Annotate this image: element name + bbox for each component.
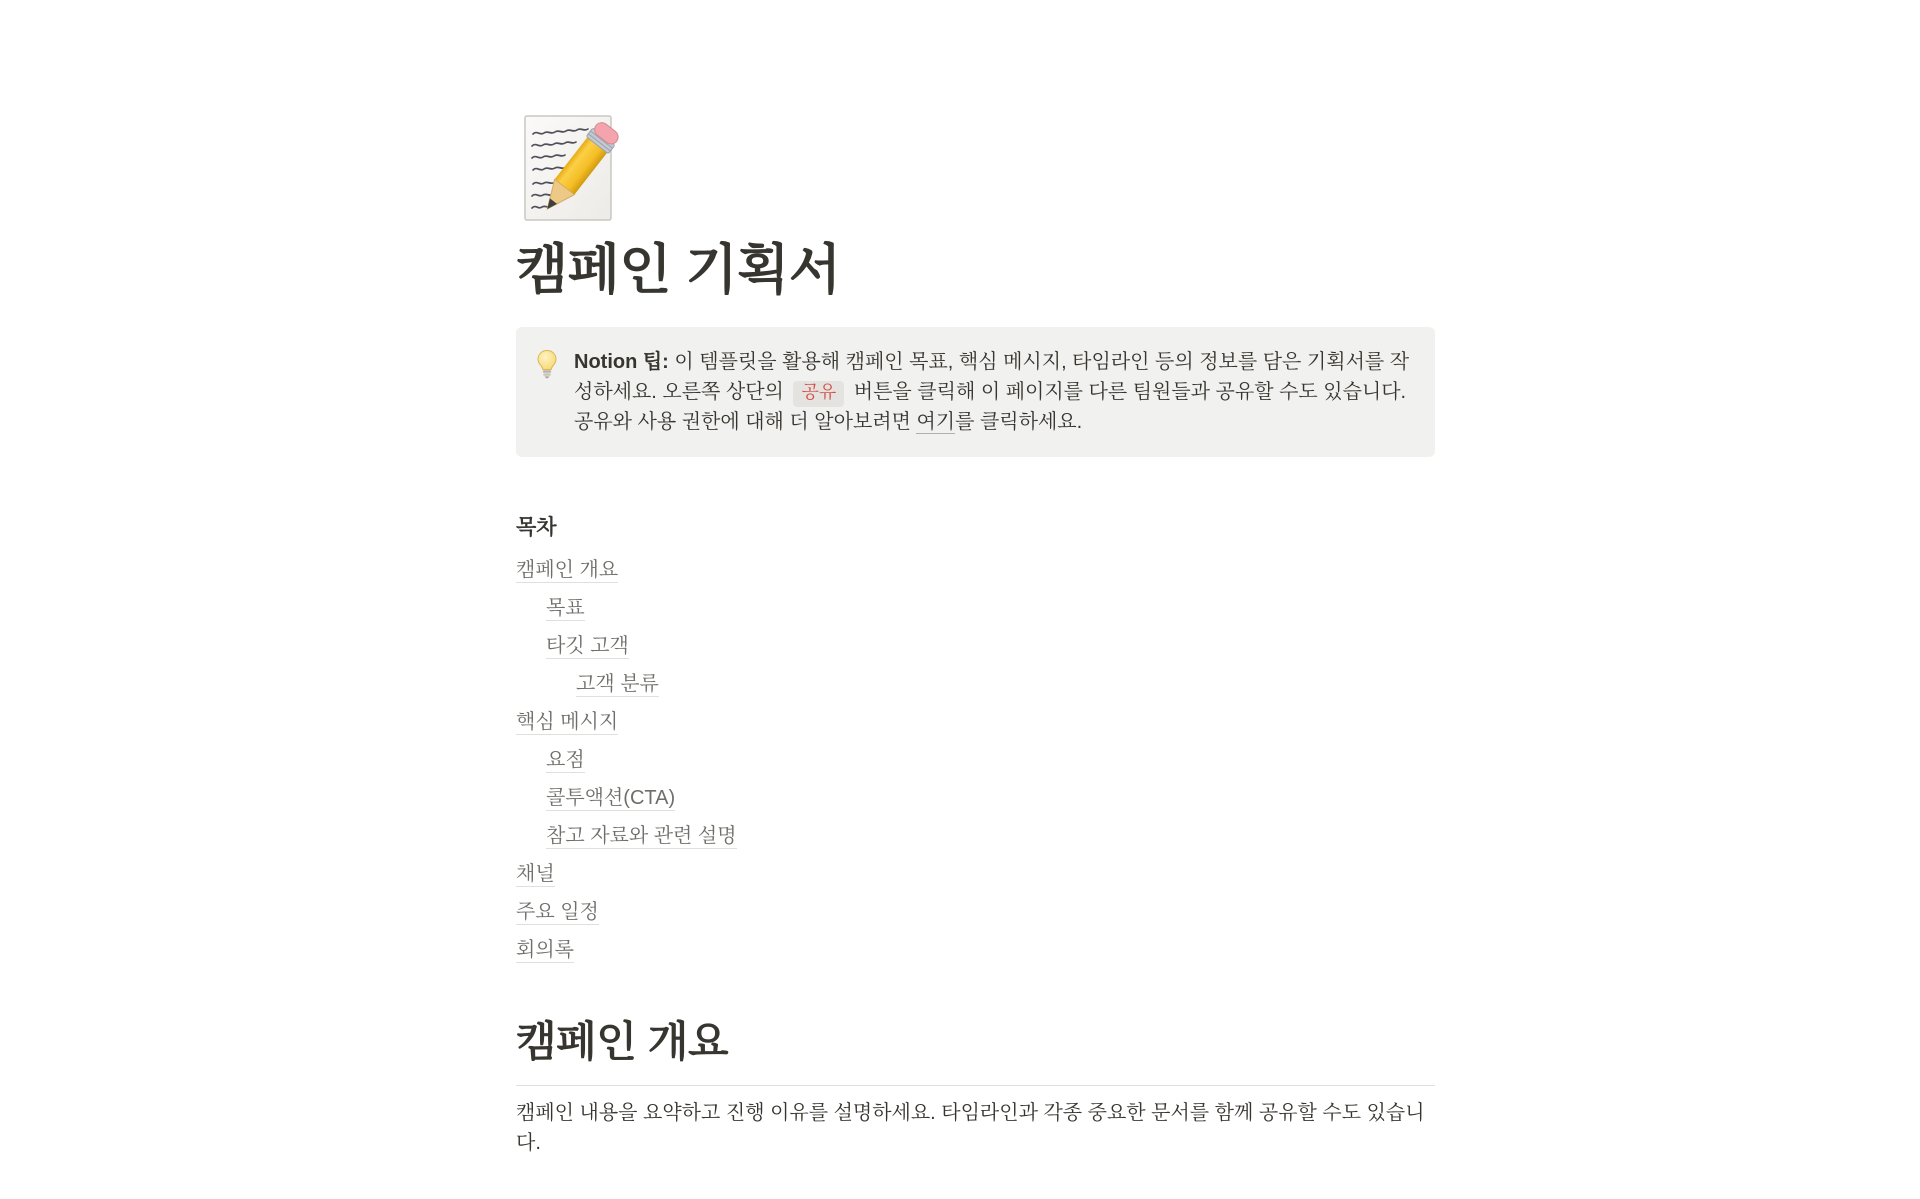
share-button-chip: 공유 [793,381,844,407]
toc-item-target-customers[interactable]: 타깃 고객 [546,634,629,657]
toc-item-customer-segments[interactable]: 고객 분류 [576,672,659,695]
page-content-column [516,112,1435,1158]
toc-item-key-message[interactable]: 핵심 메시지 [516,710,619,733]
toc-item-main-points[interactable]: 요점 [546,748,585,771]
toc-item-cta[interactable]: 콜투액션(CTA) [546,786,676,809]
callout-text [574,347,1413,437]
callout-text-2: 버튼을 클릭해 이 페이지를 다른 팀원들과 공유할 수도 있습니다. 공유와 사용 권한에 대해 더 알아보려면 [574,380,1407,433]
lightbulb-icon [534,349,560,379]
callout-text-3: 를 클릭하세요. [955,410,1083,433]
toc-item-channels[interactable]: 채널 [516,862,555,885]
callout-lead: Notion 팁: [574,350,669,373]
toc-heading: 목차 [516,515,557,539]
here-link[interactable]: 여기 [916,410,956,433]
toc-item-goals[interactable]: 목표 [546,596,585,619]
toc-item-key-schedule[interactable]: 주요 일정 [516,900,599,923]
table-of-contents [516,551,1435,969]
tip-callout [516,327,1435,457]
divider [516,1085,1435,1086]
toc-item-meeting-notes[interactable]: 회의록 [516,938,574,961]
toc-item-campaign-overview[interactable]: 캠페인 개요 [516,558,619,581]
callout-text-1: 이 템플릿을 활용해 캠페인 목표, 핵심 메시지, 타임라인 등의 정보를 담은 기획서를 작성하세요. 오른쪽 상단의 [574,350,1410,403]
section-heading-campaign-overview: 캠페인 개요 [516,1017,729,1065]
page-title[interactable]: 캠페인 기획서 [516,240,841,300]
memo-icon[interactable] [516,112,624,226]
section-paragraph: 캠페인 내용을 요약하고 진행 이유를 설명하세요. 타임라인과 각종 중요한 문서를 함께 공유할 수도 있습니다. [516,1102,1425,1155]
toc-item-references[interactable]: 참고 자료와 관련 설명 [546,824,737,847]
